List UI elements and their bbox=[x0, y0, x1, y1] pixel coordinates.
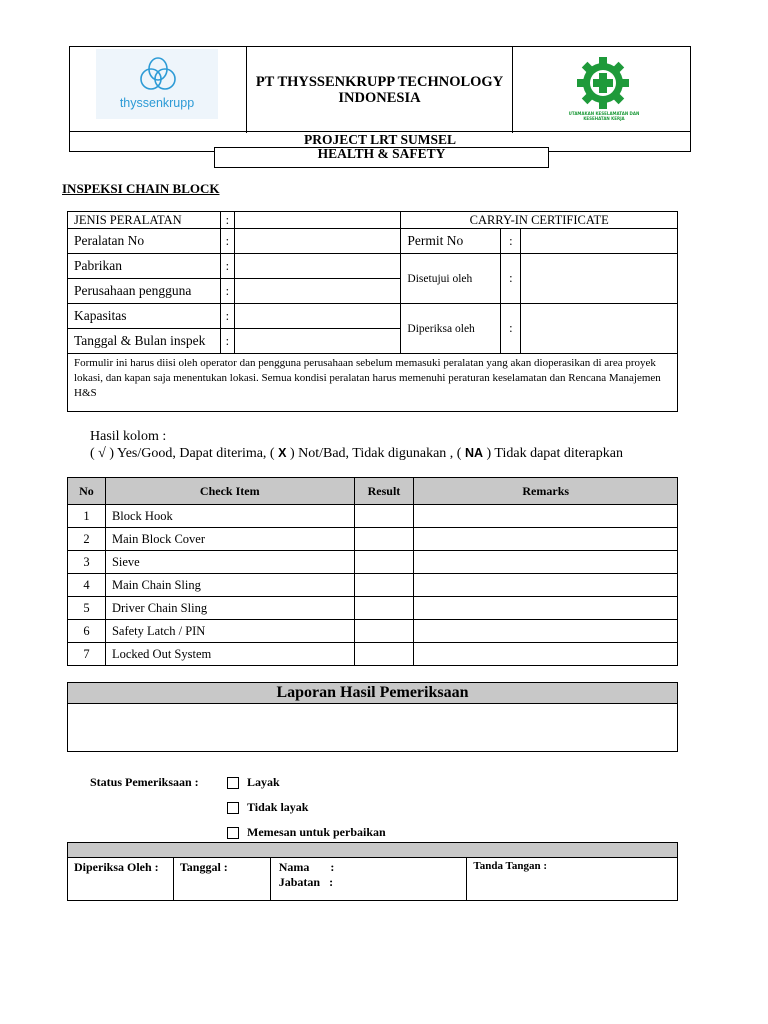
status-option-layak[interactable] bbox=[227, 775, 280, 790]
legend-na-mark: NA bbox=[464, 446, 484, 460]
status-label: Status Pemeriksaan : bbox=[90, 775, 199, 789]
row-no: 1 bbox=[68, 505, 106, 528]
report-title: Laporan Hasil Pemeriksaan bbox=[68, 683, 677, 704]
legend-title: Hasil kolom : bbox=[90, 429, 167, 444]
department-name: HEALTH & SAFETY bbox=[317, 145, 446, 161]
header-box bbox=[69, 46, 691, 132]
row-result[interactable] bbox=[354, 551, 414, 574]
pabrikan-value[interactable] bbox=[234, 254, 401, 279]
row-item: Main Block Cover bbox=[105, 528, 354, 551]
row-item: Safety Latch / PIN bbox=[105, 620, 354, 643]
row-remarks[interactable] bbox=[414, 574, 678, 597]
carry-in-header: CARRY-IN CERTIFICATE bbox=[401, 212, 678, 229]
signature-header-bar bbox=[68, 843, 678, 858]
tanda-tangan-label[interactable]: Tanda Tangan : bbox=[467, 858, 678, 901]
option-label: Tidak layak bbox=[247, 800, 309, 814]
k3-logo-text: UTAMAKAN KESELAMATAN DAN KESEHATAN KERJA bbox=[568, 111, 640, 121]
form-note: Formulir ini harus diisi oleh operator dan pengguna perusahaan sebelum memasuki peralatan yang akan dioperasikan di area proyek lokasi, dan kapan saja menentukan lokasi. Semua kondisi peralatan harus memenuhi peraturan keselamatan dan Rencana Manajemen H&S bbox=[68, 354, 678, 412]
row-item: Block Hook bbox=[105, 505, 354, 528]
perusahaan-label: Perusahaan pengguna bbox=[68, 279, 221, 304]
row-remarks[interactable] bbox=[414, 551, 678, 574]
table-row bbox=[68, 574, 678, 597]
status-option-tidak-layak[interactable] bbox=[227, 800, 308, 815]
permit-no-value[interactable] bbox=[521, 229, 678, 254]
row-no: 4 bbox=[68, 574, 106, 597]
nama-jabatan-cell[interactable] bbox=[270, 858, 467, 901]
tanggal-bulan-value[interactable] bbox=[234, 329, 401, 354]
legend-line bbox=[90, 445, 623, 462]
colon: : bbox=[220, 212, 234, 229]
row-remarks[interactable] bbox=[414, 505, 678, 528]
peralatan-no-value[interactable] bbox=[234, 229, 401, 254]
header-result: Result bbox=[354, 478, 414, 505]
table-row bbox=[68, 620, 678, 643]
signature-table bbox=[67, 842, 678, 901]
tanggal-bulan-label: Tanggal & Bulan inspek bbox=[68, 329, 221, 354]
diperiksa-value[interactable] bbox=[521, 304, 678, 354]
company-name bbox=[247, 47, 513, 133]
rings-icon bbox=[134, 55, 182, 95]
check-item-table bbox=[67, 477, 678, 666]
legend-x-mark: X bbox=[278, 446, 287, 460]
colon: : bbox=[501, 229, 521, 254]
jenis-label: JENIS PERALATAN bbox=[68, 212, 221, 229]
row-result[interactable] bbox=[354, 505, 414, 528]
row-no: 5 bbox=[68, 597, 106, 620]
disetujui-label: Disetujui oleh bbox=[401, 254, 501, 304]
row-no: 3 bbox=[68, 551, 106, 574]
row-result[interactable] bbox=[354, 597, 414, 620]
report-box bbox=[67, 682, 678, 752]
row-item: Locked Out System bbox=[105, 643, 354, 666]
checkbox[interactable] bbox=[227, 827, 239, 839]
result-legend bbox=[90, 428, 623, 462]
colon: : bbox=[501, 304, 521, 354]
row-no: 6 bbox=[68, 620, 106, 643]
row-remarks[interactable] bbox=[414, 643, 678, 666]
row-remarks[interactable] bbox=[414, 528, 678, 551]
table-row bbox=[68, 643, 678, 666]
company-line-1: PT THYSSENKRUPP TECHNOLOGY bbox=[255, 74, 504, 90]
row-result[interactable] bbox=[354, 643, 414, 666]
colon: : bbox=[501, 254, 521, 304]
permit-no-label: Permit No bbox=[401, 229, 501, 254]
table-row bbox=[68, 551, 678, 574]
row-result[interactable] bbox=[354, 620, 414, 643]
pabrikan-label: Pabrikan bbox=[68, 254, 221, 279]
peralatan-no-label: Peralatan No bbox=[68, 229, 221, 254]
tanggal-label[interactable]: Tanggal : bbox=[173, 858, 270, 901]
nama-label: Nama : bbox=[278, 860, 335, 874]
row-item: Main Chain Sling bbox=[105, 574, 354, 597]
department-box bbox=[214, 147, 549, 168]
thyssenkrupp-logo bbox=[70, 47, 247, 133]
report-text-area[interactable] bbox=[68, 705, 677, 751]
header-no: No bbox=[68, 478, 106, 505]
jabatan-label: Jabatan : bbox=[278, 875, 334, 889]
table-row bbox=[68, 528, 678, 551]
jenis-value[interactable] bbox=[234, 212, 401, 229]
form-title: INSPEKSI CHAIN BLOCK bbox=[62, 181, 220, 196]
option-label: Layak bbox=[247, 775, 280, 789]
equipment-info-table bbox=[67, 211, 678, 412]
kapasitas-label: Kapasitas bbox=[68, 304, 221, 329]
status-option-perbaikan[interactable] bbox=[227, 825, 386, 840]
legend-no: ) Not/Bad, Tidak digunakan , ( bbox=[289, 446, 462, 461]
row-item: Driver Chain Sling bbox=[105, 597, 354, 620]
row-item: Sieve bbox=[105, 551, 354, 574]
table-row bbox=[68, 505, 678, 528]
logo-text: thyssenkrupp bbox=[119, 96, 195, 110]
disetujui-value[interactable] bbox=[521, 254, 678, 304]
legend-yes: ( √ ) Yes/Good, Dapat diterima, ( bbox=[90, 446, 275, 461]
diperiksa-label: Diperiksa oleh bbox=[401, 304, 501, 354]
k3-logo bbox=[513, 47, 691, 133]
row-remarks[interactable] bbox=[414, 597, 678, 620]
perusahaan-value[interactable] bbox=[234, 279, 401, 304]
header-check-item: Check Item bbox=[105, 478, 354, 505]
option-label: Memesan untuk perbaikan bbox=[247, 825, 386, 839]
colon: : bbox=[220, 254, 234, 279]
row-result[interactable] bbox=[354, 574, 414, 597]
row-no: 2 bbox=[68, 528, 106, 551]
checkbox[interactable] bbox=[227, 777, 239, 789]
checkbox[interactable] bbox=[227, 802, 239, 814]
table-row bbox=[68, 597, 678, 620]
diperiksa-oleh-label[interactable]: Diperiksa Oleh : bbox=[68, 858, 174, 901]
header-remarks: Remarks bbox=[414, 478, 678, 505]
project-name: PROJECT LRT SUMSEL bbox=[303, 132, 457, 147]
legend-na: ) Tidak dapat diterapkan bbox=[486, 446, 623, 461]
colon: : bbox=[220, 304, 234, 329]
colon: : bbox=[220, 329, 234, 354]
company-line-2: INDONESIA bbox=[338, 90, 421, 106]
colon: : bbox=[220, 279, 234, 304]
row-no: 7 bbox=[68, 643, 106, 666]
k3-gear-icon bbox=[575, 55, 631, 111]
row-remarks[interactable] bbox=[414, 620, 678, 643]
kapasitas-value[interactable] bbox=[234, 304, 401, 329]
row-result[interactable] bbox=[354, 528, 414, 551]
colon: : bbox=[220, 229, 234, 254]
